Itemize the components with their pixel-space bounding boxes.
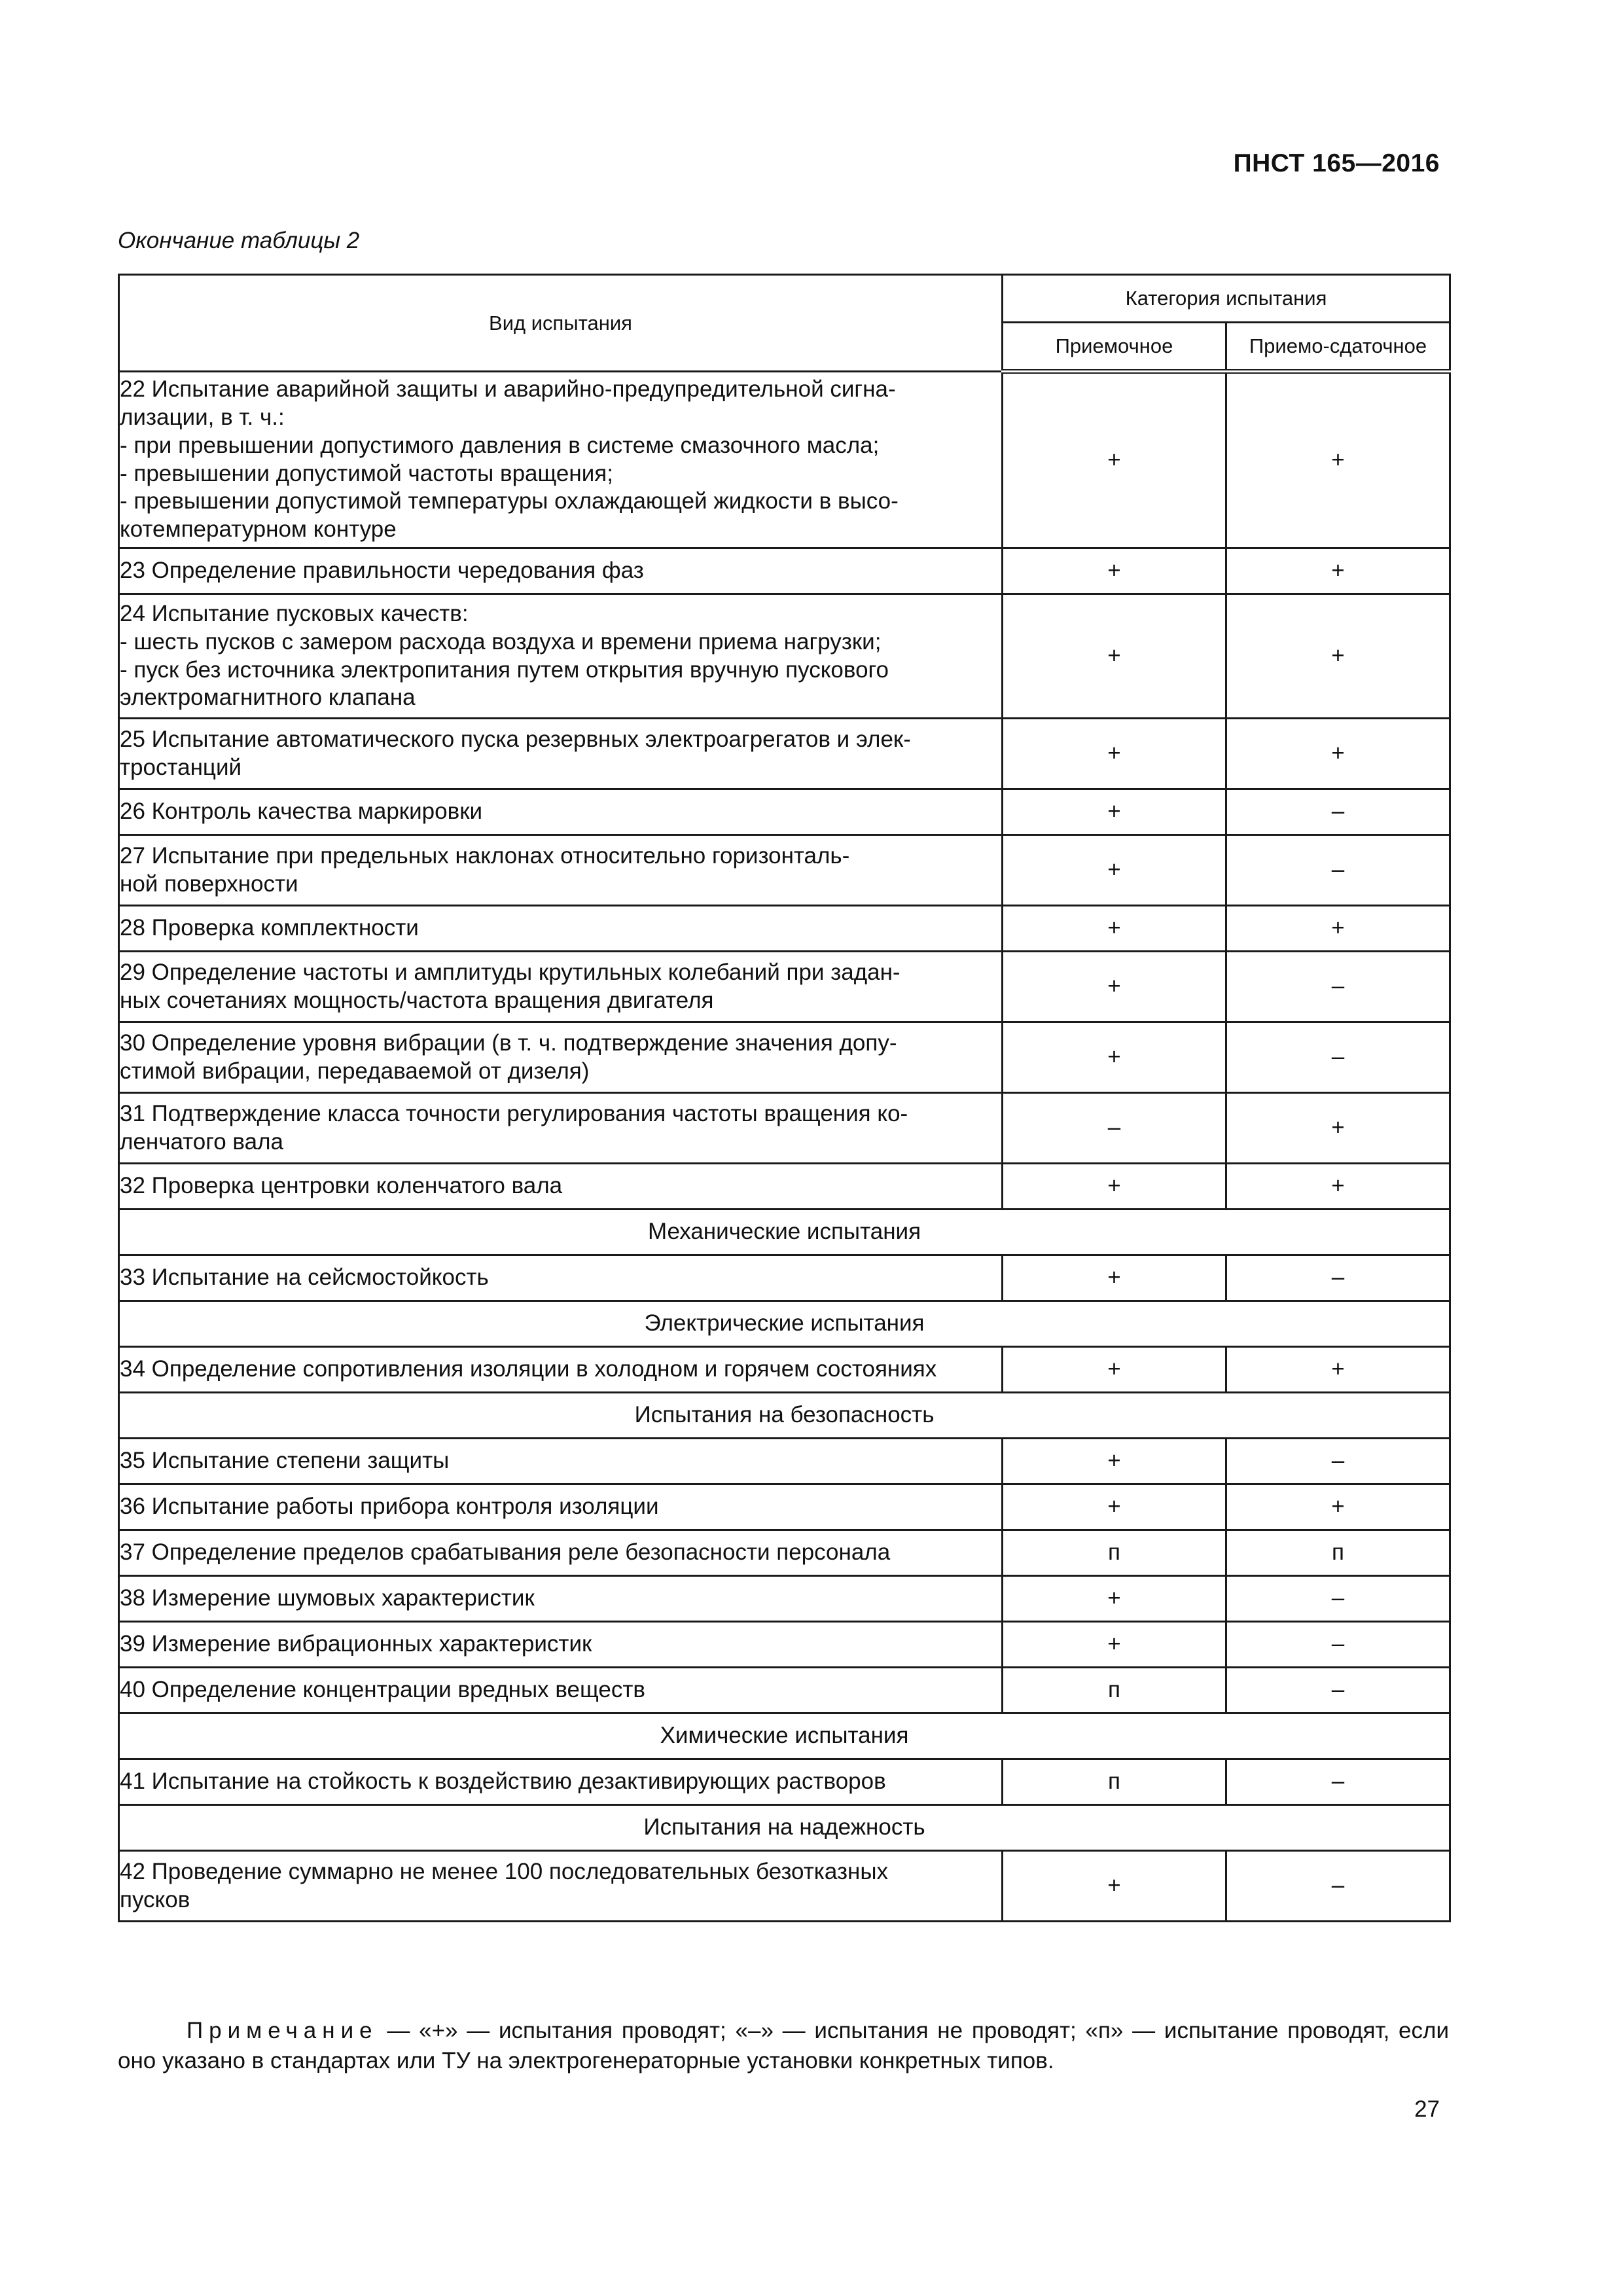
acceptance-mark: – xyxy=(1003,1093,1226,1164)
test-name-cell xyxy=(119,1759,1003,1805)
acceptance-mark: п xyxy=(1003,1759,1226,1805)
acceptance-mark: п xyxy=(1003,1530,1226,1576)
acceptance-mark: + xyxy=(1003,548,1226,594)
handover-mark: – xyxy=(1226,1668,1450,1713)
table-row xyxy=(119,1164,1450,1210)
handover-mark: + xyxy=(1226,1093,1450,1164)
acceptance-mark: + xyxy=(1003,594,1226,719)
test-name-line: - превышении допустимой температуры охлаждающей жидкости в высо- xyxy=(120,488,899,514)
handover-mark: – xyxy=(1226,1255,1450,1301)
test-name-line: 22 Испытание аварийной защиты и аварийно-предупредительной сигна- xyxy=(120,376,896,403)
test-name-cell xyxy=(119,1484,1003,1530)
handover-mark: + xyxy=(1226,594,1450,719)
test-name-line: ленчатого вала xyxy=(120,1128,283,1155)
test-name-cell xyxy=(119,1622,1003,1668)
test-name-cell xyxy=(119,835,1003,906)
handover-mark: + xyxy=(1226,548,1450,594)
test-name-line: - пуск без источника электропитания путем открытия вручную пускового xyxy=(120,656,889,683)
test-name-cell xyxy=(119,1851,1003,1922)
test-name-cell xyxy=(119,906,1003,952)
handover-mark: – xyxy=(1226,835,1450,906)
handover-mark: – xyxy=(1226,1622,1450,1668)
section-row xyxy=(119,1713,1450,1759)
test-name-line: ных сочетаниях мощность/частота вращения двигателя xyxy=(120,987,714,1013)
handover-mark: + xyxy=(1226,1164,1450,1210)
test-name-line: 26 Контроль качества маркировки xyxy=(120,798,483,825)
table-row xyxy=(119,594,1450,719)
table-row xyxy=(119,719,1450,789)
section-title: Механические испытания xyxy=(119,1210,1450,1255)
test-name-cell xyxy=(119,719,1003,789)
table-row xyxy=(119,906,1450,952)
test-name-line: 36 Испытание работы прибора контроля изоляции xyxy=(120,1494,659,1520)
test-name-cell xyxy=(119,789,1003,835)
test-name-cell xyxy=(119,372,1003,548)
table-row xyxy=(119,548,1450,594)
table-row xyxy=(119,1622,1450,1668)
acceptance-mark: + xyxy=(1003,1851,1226,1922)
page-number: 27 xyxy=(1414,2096,1440,2122)
test-name-line: 32 Проверка центровки коленчатого вала xyxy=(120,1173,563,1199)
section-row xyxy=(119,1301,1450,1347)
section-title: Испытания на надежность xyxy=(119,1805,1450,1851)
test-name-line: 23 Определение правильности чередования фаз xyxy=(120,558,644,584)
handover-mark: п xyxy=(1226,1530,1450,1576)
note-text: — «+» — испытания проводят; «–» — испытания не проводят; «п» — испытание проводят, если оно указано в стандартах или ТУ на электрогенераторные установки конкретных типов. xyxy=(118,2018,1449,2074)
note-label: Примечание xyxy=(187,2018,378,2043)
acceptance-mark: + xyxy=(1003,906,1226,952)
test-name-line: пусков xyxy=(120,1886,190,1912)
handover-mark: – xyxy=(1226,1759,1450,1805)
test-name-line: - шесть пусков с замером расхода воздуха и времени приема нагрузки; xyxy=(120,628,882,655)
table-row xyxy=(119,1439,1450,1484)
header-test-type: Вид испытания xyxy=(119,275,1003,372)
test-name-line: 40 Определение концентрации вредных веществ xyxy=(120,1677,646,1703)
table-row xyxy=(119,835,1450,906)
test-name-cell xyxy=(119,1255,1003,1301)
table-row xyxy=(119,1022,1450,1093)
test-name-line: - при превышении допустимого давления в системе смазочного масла; xyxy=(120,432,880,458)
handover-mark: + xyxy=(1226,1484,1450,1530)
table-body xyxy=(119,372,1450,1922)
test-name-line: 27 Испытание при предельных наклонах относительно горизонталь- xyxy=(120,842,850,869)
handover-mark: – xyxy=(1226,789,1450,835)
table-row xyxy=(119,789,1450,835)
acceptance-mark: п xyxy=(1003,1668,1226,1713)
handover-mark: – xyxy=(1226,1022,1450,1093)
table-header xyxy=(119,275,1450,372)
test-name-cell xyxy=(119,594,1003,719)
test-name-line: стимой вибрации, передаваемой от дизеля) xyxy=(120,1058,590,1084)
handover-mark: – xyxy=(1226,952,1450,1022)
test-name-line: 30 Определение уровня вибрации (в т. ч. подтверждение значения допу- xyxy=(120,1030,897,1056)
test-name-line: 31 Подтверждение класса точности регулирования частоты вращения ко- xyxy=(120,1100,908,1126)
handover-mark: + xyxy=(1226,906,1450,952)
handover-mark: – xyxy=(1226,1439,1450,1484)
acceptance-mark: + xyxy=(1003,1022,1226,1093)
handover-mark: + xyxy=(1226,719,1450,789)
acceptance-mark: + xyxy=(1003,1255,1226,1301)
table-row xyxy=(119,1576,1450,1622)
table-row xyxy=(119,1484,1450,1530)
section-title: Химические испытания xyxy=(119,1713,1450,1759)
test-name-line: 29 Определение частоты и амплитуды крутильных колебаний при задан- xyxy=(120,959,901,985)
test-name-line: - превышении допустимой частоты вращения; xyxy=(120,460,613,486)
test-name-line: 28 Проверка комплектности xyxy=(120,915,419,941)
document-code: ПНСТ 165—2016 xyxy=(1233,149,1440,177)
test-name-line: 33 Испытание на сейсмостойкость xyxy=(120,1265,489,1291)
test-name-cell xyxy=(119,1668,1003,1713)
test-name-cell xyxy=(119,1093,1003,1164)
section-row xyxy=(119,1805,1450,1851)
test-name-line: 24 Испытание пусковых качеств: xyxy=(120,601,469,627)
acceptance-mark: + xyxy=(1003,952,1226,1022)
section-title: Электрические испытания xyxy=(119,1301,1450,1347)
test-name-line: тростанций xyxy=(120,754,242,780)
tests-table xyxy=(118,274,1451,1922)
test-name-line: 38 Измерение шумовых характеристик xyxy=(120,1585,535,1611)
table-row xyxy=(119,1851,1450,1922)
table-row xyxy=(119,1347,1450,1393)
handover-mark: + xyxy=(1226,372,1450,548)
handover-mark: – xyxy=(1226,1851,1450,1922)
acceptance-mark: + xyxy=(1003,1347,1226,1393)
test-name-line: электромагнитного клапана xyxy=(120,685,416,711)
test-name-cell xyxy=(119,1439,1003,1484)
acceptance-mark: + xyxy=(1003,1576,1226,1622)
table-row xyxy=(119,1530,1450,1576)
table-row xyxy=(119,372,1450,548)
section-title: Испытания на безопасность xyxy=(119,1393,1450,1439)
test-name-line: 37 Определение пределов срабатывания реле безопасности персонала xyxy=(120,1539,891,1566)
test-name-line: лизации, в т. ч.: xyxy=(120,404,285,431)
test-name-line: 34 Определение сопротивления изоляции в холодном и горячем состояниях xyxy=(120,1356,937,1382)
table-note xyxy=(118,2016,1449,2076)
test-name-cell xyxy=(119,548,1003,594)
test-name-cell xyxy=(119,1576,1003,1622)
section-row xyxy=(119,1210,1450,1255)
acceptance-mark: + xyxy=(1003,719,1226,789)
acceptance-mark: + xyxy=(1003,1484,1226,1530)
table-row xyxy=(119,1759,1450,1805)
test-name-cell xyxy=(119,1022,1003,1093)
header-handover: Приемо-сдаточное xyxy=(1226,323,1450,372)
header-acceptance: Приемочное xyxy=(1003,323,1226,372)
section-row xyxy=(119,1393,1450,1439)
test-name-line: ной поверхности xyxy=(120,870,298,897)
test-name-cell xyxy=(119,1347,1003,1393)
acceptance-mark: + xyxy=(1003,1164,1226,1210)
acceptance-mark: + xyxy=(1003,1439,1226,1484)
table-row xyxy=(119,1668,1450,1713)
test-name-line: котемпературном контуре xyxy=(120,516,397,542)
test-name-line: 35 Испытание степени защиты xyxy=(120,1448,450,1474)
test-name-cell xyxy=(119,952,1003,1022)
acceptance-mark: + xyxy=(1003,372,1226,548)
handover-mark: – xyxy=(1226,1576,1450,1622)
table-row xyxy=(119,1255,1450,1301)
test-name-cell xyxy=(119,1164,1003,1210)
test-name-line: 39 Измерение вибрационных характеристик xyxy=(120,1631,592,1657)
header-test-category: Категория испытания xyxy=(1003,275,1450,323)
table-caption: Окончание таблицы 2 xyxy=(118,228,360,253)
test-name-line: 41 Испытание на стойкость к воздействию дезактивирующих растворов xyxy=(120,1768,886,1795)
acceptance-mark: + xyxy=(1003,835,1226,906)
table-row xyxy=(119,952,1450,1022)
test-name-cell xyxy=(119,1530,1003,1576)
handover-mark: + xyxy=(1226,1347,1450,1393)
test-name-line: 25 Испытание автоматического пуска резервных электроагрегатов и элек- xyxy=(120,726,911,752)
table-row xyxy=(119,1093,1450,1164)
acceptance-mark: + xyxy=(1003,1622,1226,1668)
acceptance-mark: + xyxy=(1003,789,1226,835)
test-name-line: 42 Проведение суммарно не менее 100 последовательных безотказных xyxy=(120,1858,888,1884)
